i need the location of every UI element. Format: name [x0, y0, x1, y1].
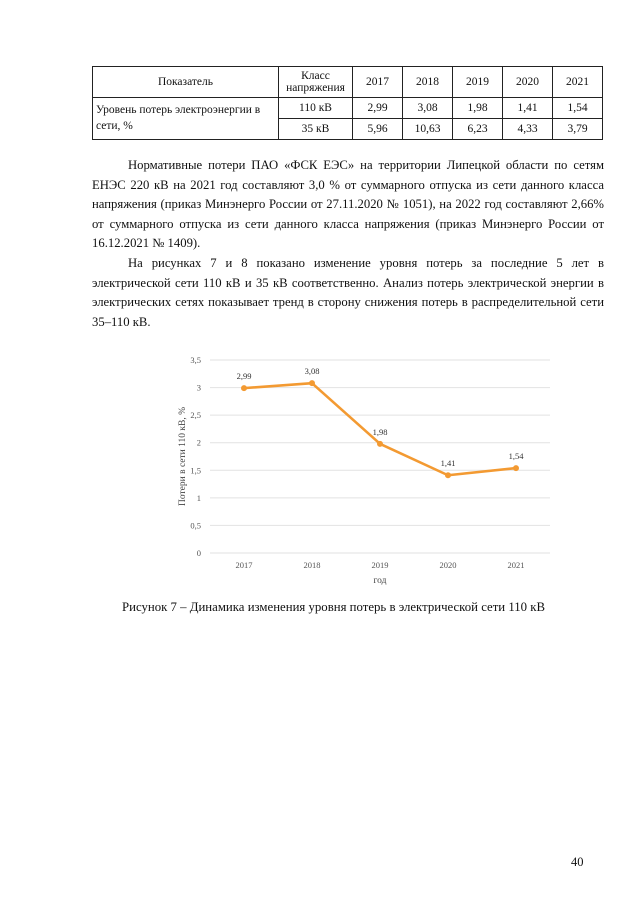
table-cell: 1,54	[553, 98, 603, 119]
table-cell: 5,96	[353, 119, 403, 140]
x-tick-label: 2021	[507, 560, 525, 570]
figure-caption: Рисунок 7 – Динамика изменения уровня потерь в электрической сети 110 кВ	[122, 600, 546, 614]
table-cell: 10,63	[403, 119, 453, 140]
y-tick-label: 2,5	[190, 410, 201, 421]
table-header-cell: 2018	[403, 67, 453, 98]
y-tick-label: 0,5	[190, 520, 201, 531]
paragraph-normative-losses: Нормативные потери ПАО «ФСК ЕЭС» на территории Липецкой области по сетям ЕНЭС 220 кВ на 2021 год составляют 3,0 % от суммарного отпуска из сети данного класса напряжения (приказ Минэнерго России от 27.11.2020 № 1051), на 2022 год составляют 2,66% от суммарного отпуска из сети данного класса напряжения (приказ Минэнерго России от 16.12.2021 № 1409).	[92, 158, 604, 251]
data-label: 3,08	[304, 366, 320, 377]
x-tick-label: 2017	[235, 560, 253, 570]
table-header-cell: 2019	[453, 67, 503, 98]
data-label: 2,99	[236, 371, 252, 382]
page-number: 40	[571, 855, 584, 869]
table-header-row	[93, 67, 603, 98]
data-label: 1,98	[372, 426, 388, 437]
x-tick-label: 2018	[303, 560, 321, 570]
data-point	[377, 441, 383, 447]
table-row-label: Уровень потерь электроэнергии в сети, %	[93, 98, 279, 140]
x-tick-label: 2020	[439, 560, 457, 570]
x-axis-title: год	[373, 576, 387, 585]
table-header-cell: Класс напряжения	[279, 67, 353, 98]
data-point	[309, 380, 315, 386]
data-label: 1,54	[508, 451, 524, 462]
data-point	[445, 472, 451, 478]
data-label: 1,41	[440, 458, 456, 469]
table-cell: 3,79	[553, 119, 603, 140]
voltage-cell: 110 кВ	[279, 98, 353, 119]
y-tick-label: 1	[196, 492, 201, 503]
table-cell: 1,41	[503, 98, 553, 119]
loss-line-chart	[165, 350, 560, 585]
paragraph-trend-analysis: На рисунках 7 и 8 показано изменение уровня потерь за последние 5 лет в электрической сети 110 кВ и 35 кВ соответственно. Анализ потерь электрической энергии в электрических сетях показывает тренд в сторону снижения потерь в распределительной сети 35–110 кВ.	[92, 256, 604, 329]
data-point	[513, 465, 519, 471]
table-header-cell: 2021	[553, 67, 603, 98]
table-cell: 1,98	[453, 98, 503, 119]
y-tick-label: 0	[196, 548, 201, 558]
data-point	[241, 385, 247, 391]
y-tick-label: 3,5	[190, 355, 201, 365]
y-tick-label: 2	[196, 437, 201, 448]
table-cell: 6,23	[453, 119, 503, 140]
table-row	[93, 98, 603, 119]
table-cell: 4,33	[503, 119, 553, 140]
x-tick-label: 2019	[371, 560, 389, 570]
y-tick-label: 3	[196, 382, 201, 393]
table-header-cell: 2017	[353, 67, 403, 98]
table-cell: 3,08	[403, 98, 453, 119]
y-axis-title: Потери в сети 110 кВ, %	[178, 407, 188, 506]
voltage-cell: 35 кВ	[279, 119, 353, 140]
loss-table	[92, 66, 603, 140]
table-header-cell: 2020	[503, 67, 553, 98]
y-tick-label: 1,5	[190, 465, 201, 476]
table-header-cell: Показатель	[93, 67, 279, 98]
table-cell: 2,99	[353, 98, 403, 119]
